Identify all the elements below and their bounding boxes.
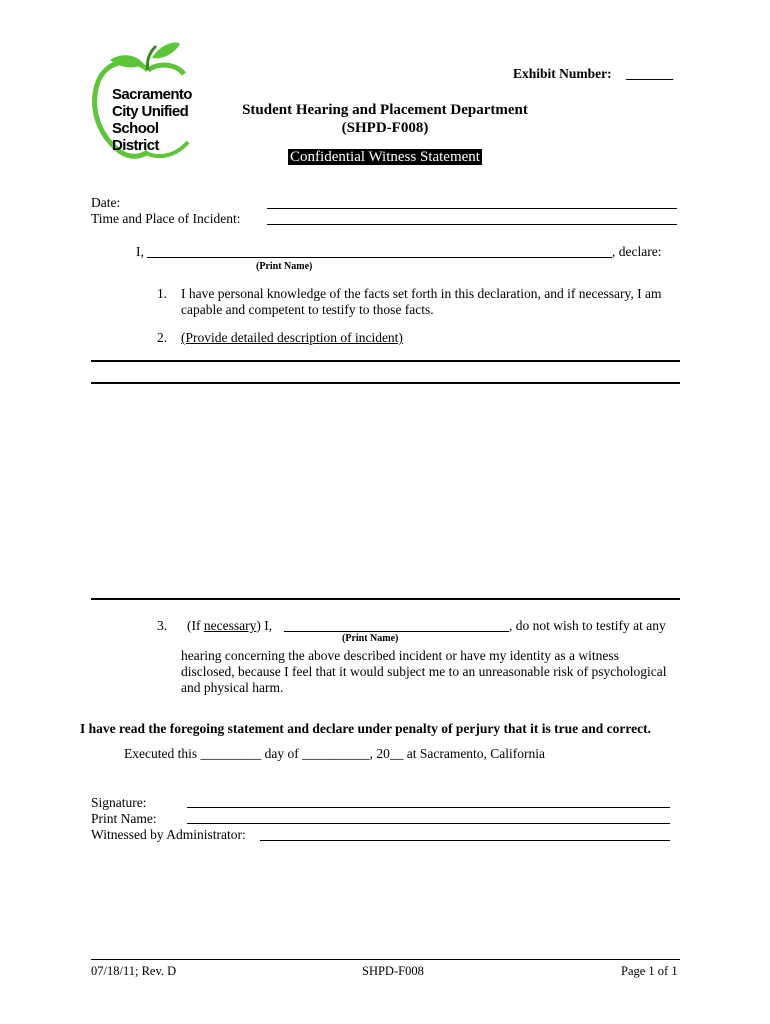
- incident-line-2[interactable]: [91, 382, 680, 384]
- incident-line-1[interactable]: [91, 360, 680, 362]
- witnessed-label: Witnessed by Administrator:: [91, 827, 246, 842]
- footer-form-code: SHPD-F008: [362, 964, 424, 978]
- item-3-suffix: , do not wish to testify at any: [509, 618, 666, 633]
- item-1-line-1: I have personal knowledge of the facts set forth in this declaration, and if necessary, I am: [181, 286, 662, 301]
- declarant-name-line[interactable]: [147, 245, 612, 258]
- perjury-statement: I have read the foregoing statement and declare under penalty of perjury that it is true and correct.: [80, 721, 651, 736]
- signature-label: Signature:: [91, 795, 147, 810]
- item-2-text: (Provide detailed description of incident): [181, 330, 403, 345]
- department-title: Student Hearing and Placement Department: [242, 102, 528, 118]
- witnessed-line[interactable]: [260, 828, 670, 841]
- incident-description-area[interactable]: [91, 386, 680, 596]
- declare-suffix: , declare:: [612, 244, 662, 259]
- item-3-print-name-hint: (Print Name): [342, 633, 399, 644]
- item-1-line-2: capable and competent to testify to those facts.: [181, 302, 434, 317]
- item-3-condition: [187, 618, 272, 634]
- print-name-hint: (Print Name): [256, 261, 313, 272]
- footer-divider: [91, 959, 680, 960]
- footer-revision: 07/18/11; Rev. D: [91, 964, 177, 978]
- item-3-name-line[interactable]: [284, 619, 509, 632]
- footer-page-number: Page 1 of 1: [621, 964, 678, 978]
- item-1-number: 1.: [157, 286, 168, 301]
- item-2-number: 2.: [157, 330, 168, 345]
- item-3-line-4: and physical harm.: [181, 680, 284, 695]
- exhibit-number-label: Exhibit Number:: [513, 66, 612, 81]
- declare-prefix: I,: [136, 244, 144, 259]
- item-3-close: ) I,: [256, 618, 273, 633]
- signature-line[interactable]: [187, 795, 670, 808]
- executed-line[interactable]: Executed this _________ day of __________, 20__ at Sacramento, California: [124, 746, 546, 761]
- logo-line-3: School District: [112, 120, 159, 154]
- print-name-line[interactable]: [187, 811, 670, 824]
- incident-line-3[interactable]: [91, 598, 680, 600]
- item-3-necessary: necessary: [203, 618, 257, 633]
- item-3-number: 3.: [157, 618, 168, 633]
- logo-line-1: Sacramento: [112, 86, 192, 103]
- document-title: [0, 149, 770, 166]
- date-label: Date:: [91, 195, 121, 210]
- item-3-if: (If: [187, 618, 201, 633]
- exhibit-number-blank[interactable]: _______: [626, 66, 674, 81]
- form-code: (SHPD-F008): [341, 120, 429, 136]
- date-line[interactable]: [267, 196, 677, 209]
- logo-line-2: City Unified: [112, 103, 189, 120]
- document-title-text: Confidential Witness Statement: [290, 149, 480, 165]
- print-name-label: Print Name:: [91, 811, 157, 826]
- time-place-label: Time and Place of Incident:: [91, 211, 241, 226]
- time-place-line[interactable]: [267, 212, 677, 225]
- item-3-line-2: hearing concerning the above described incident or have my identity as a witness: [181, 648, 619, 663]
- item-3-line-3: disclosed, because I feel that it would subject me to an unreasonable risk of psychological: [181, 664, 667, 679]
